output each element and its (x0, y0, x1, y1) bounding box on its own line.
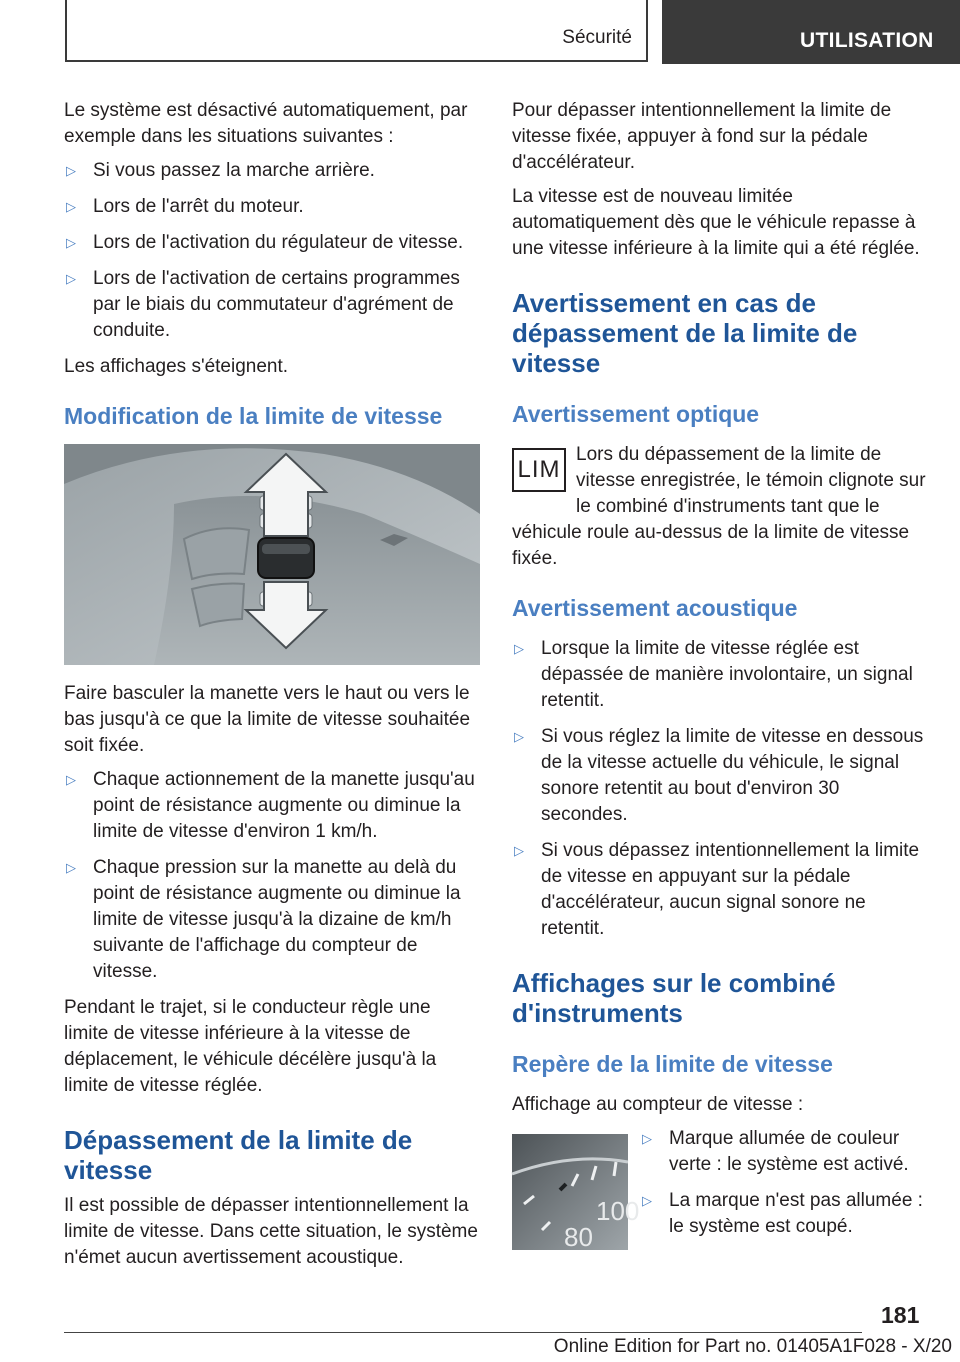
deactivation-intro: Le système est désactivé automatiquement, par exemple dans les situations suivantes : (64, 100, 468, 147)
bullet-triangle-icon: ▷ (66, 772, 76, 787)
page-header (0, 0, 960, 66)
list-item: ▷ Si vous passez la marche arrière. (64, 158, 480, 184)
pedal-text: Pour dépasser intentionnellement la limite de vitesse fixée, appuyer à fond sur la pédale d'accélérateur. (512, 100, 892, 173)
bullet-triangle-icon: ▷ (642, 1131, 652, 1146)
right-column (512, 98, 926, 1256)
acoustique-list (512, 636, 926, 942)
heading-acoustique: Avertissement acoustique (512, 595, 798, 621)
steering-wheel-lever-figure (64, 444, 480, 665)
footer-edition: Online Edition for Part no. 01405A1F028 - X/20 (553, 1336, 952, 1357)
modification-list (64, 767, 480, 985)
relimit-text: La vitesse est de nouveau limitée automatiquement dès que le véhicule repasse à une vitesse inférieure à la limite qui a été réglée. (512, 186, 920, 259)
trajet-text: Pendant le trajet, si le conducteur règle une limite de vitesse inférieure à la vitesse de déplacement, le véhicule décélère jusqu'à la limite de vitesse réglée. (64, 997, 437, 1096)
heading-depassement: Dépassement de la limite de vitesse (64, 1125, 413, 1185)
list-item: ▷ Chaque actionnement de la manette jusqu'au point de résistance augmente ou diminue la limite de vitesse d'environ 1 km/h. (66, 769, 475, 842)
header-section-box (65, 0, 648, 62)
list-item: ▷ Si vous dépassez intentionnellement la limite de vitesse en appuyant sur la pédale d'accélérateur, aucun signal sonore ne retentit. (514, 840, 920, 939)
bullet-triangle-icon: ▷ (66, 199, 76, 214)
list-item: ▷ Lors de l'activation du régulateur de vitesse. (64, 230, 480, 256)
bullet-triangle-icon: ▷ (66, 163, 76, 178)
page-number: 181 (881, 1302, 920, 1328)
header-chapter-box (662, 0, 960, 64)
speedo-label-100: 100 (596, 1196, 640, 1226)
speedo-label-80: 80 (564, 1222, 593, 1252)
heading-repere: Repère de la limite de vitesse (512, 1051, 833, 1077)
footer-divider (64, 1332, 862, 1333)
list-item: ▷ Chaque pression sur la manette au delà du point de résistance augmente ou diminue la limite de vitesse jusqu'à la dizaine de km/h suivante de l'affichage du compteur de vitesse. (66, 857, 461, 982)
heading-avertissement: Avertissement en cas de dépassement de la limite de vitesse (512, 288, 858, 378)
optique-text: Lors du dépassement de la limite de vitesse enregistrée, le témoin clignote sur le combiné d'instruments tant que le véhicule roule au-dessus de la limite de vitesse fixée. (512, 444, 926, 569)
list-item: ▷ Lors de l'arrêt du moteur. (64, 194, 480, 220)
header-chapter-title: UTILISATION (800, 29, 934, 52)
repere-text: Affichage au compteur de vitesse : (512, 1094, 804, 1115)
bullet-triangle-icon: ▷ (514, 641, 524, 656)
bullet-triangle-icon: ▷ (66, 271, 76, 286)
bullet-triangle-icon: ▷ (66, 860, 76, 875)
optique-block (512, 442, 926, 572)
repere-list (640, 1126, 930, 1250)
heading-affichages: Affichages sur le combiné d'instruments (512, 968, 836, 1028)
list-item: ▷ Lorsque la limite de vitesse réglée est dépassée de manière involontaire, un signal retentit. (514, 638, 913, 711)
bullet-triangle-icon: ▷ (514, 729, 524, 744)
displays-off-text: Les affichages s'éteignent. (64, 356, 289, 377)
depassement-text: Il est possible de dépasser intentionnellement la limite de vitesse. Dans cette situation, le système n'émet aucun avertissement acoustique. (64, 1195, 478, 1268)
list-item: ▷ Lors de l'activation de certains programmes par le biais du commutateur d'agrément de conduite. (66, 268, 460, 341)
lim-indicator-icon: LIM (512, 448, 566, 492)
heading-optique: Avertissement optique (512, 401, 760, 427)
left-column (64, 98, 480, 1279)
bullet-triangle-icon: ▷ (66, 235, 76, 250)
list-item: ▷ La marque n'est pas allumée : le système est coupé. (642, 1190, 923, 1237)
modification-text: Faire basculer la manette vers le haut ou vers le bas jusqu'à ce que la limite de vitesse souhaitée soit fixée. (64, 683, 471, 756)
repere-block (512, 1126, 926, 1256)
heading-modification: Modification de la limite de vitesse (64, 403, 443, 429)
header-section-title: Sécurité (562, 27, 632, 48)
list-item: ▷ Marque allumée de couleur verte : le système est activé. (642, 1128, 909, 1175)
speedometer-figure (512, 1134, 640, 1252)
deactivation-list (64, 158, 480, 344)
list-item: ▷ Si vous réglez la limite de vitesse en dessous de la vitesse actuelle du véhicule, le signal sonore retentit au bout d'environ 30 secondes. (514, 726, 924, 825)
bullet-triangle-icon: ▷ (642, 1193, 652, 1208)
bullet-triangle-icon: ▷ (514, 843, 524, 858)
